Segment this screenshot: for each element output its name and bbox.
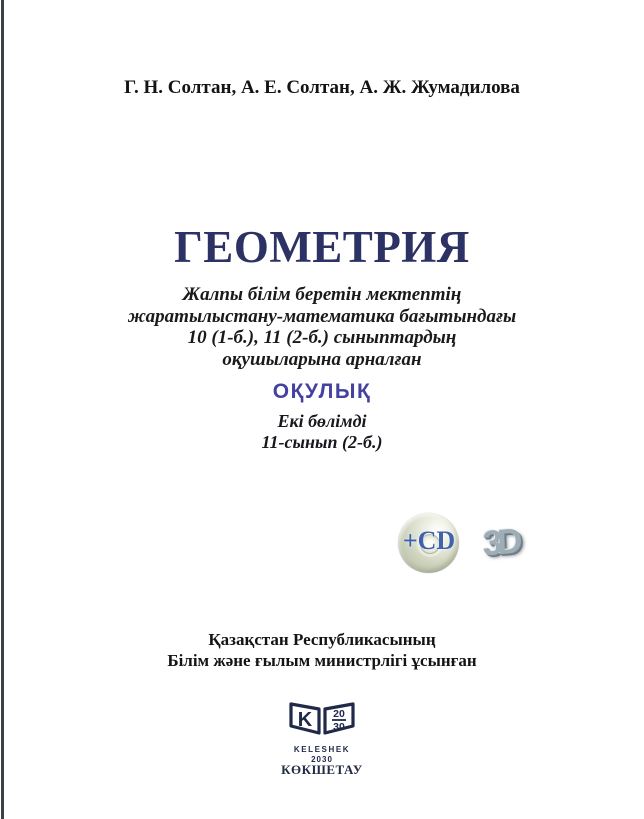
ministry-block: [0, 629, 644, 671]
edition-line: Екі бөлімді: [277, 411, 367, 431]
logo-year-bottom: 30: [333, 721, 345, 733]
subtitle-line: жаратылыстану-математика бағытындағы: [127, 305, 517, 327]
ministry-line: Қазақстан Республикасының: [208, 630, 436, 649]
logo-letter: K: [297, 709, 313, 731]
cd-plus-label: +CD: [402, 526, 456, 555]
ministry-line: Білім және ғылым министрлігі ұсынған: [167, 651, 477, 670]
city-name: КӨКШЕТАУ: [281, 762, 363, 777]
threed-logo-icon: 3D: [481, 521, 518, 564]
page-edge-shadow: [1, 0, 4, 819]
publisher-logo: [0, 698, 644, 740]
open-book-logo-icon: [287, 698, 357, 738]
authors-line: Г. Н. Солтан, А. Е. Солтан, А. Ж. Жумадилова: [124, 77, 520, 98]
subtitle-block: [0, 284, 644, 370]
edition-line: 11-сынып (2-б.): [261, 432, 383, 452]
edition-block: [0, 411, 644, 453]
brand-year: 2030: [311, 755, 333, 764]
subtitle-line: Жалпы білім беретін мектептің: [182, 284, 462, 305]
edition-label: ОҚУЛЫҚ: [272, 380, 372, 403]
subtitle-line: оқушыларына арналған: [222, 348, 422, 370]
subtitle-line: 10 (1-б.), 11 (2-б.) сыныптардың: [187, 327, 457, 348]
brand-name: KELESHEK: [293, 745, 351, 754]
logo-year-top: 20: [333, 708, 345, 720]
book-title: ГЕОМЕТРИЯ: [174, 222, 470, 272]
